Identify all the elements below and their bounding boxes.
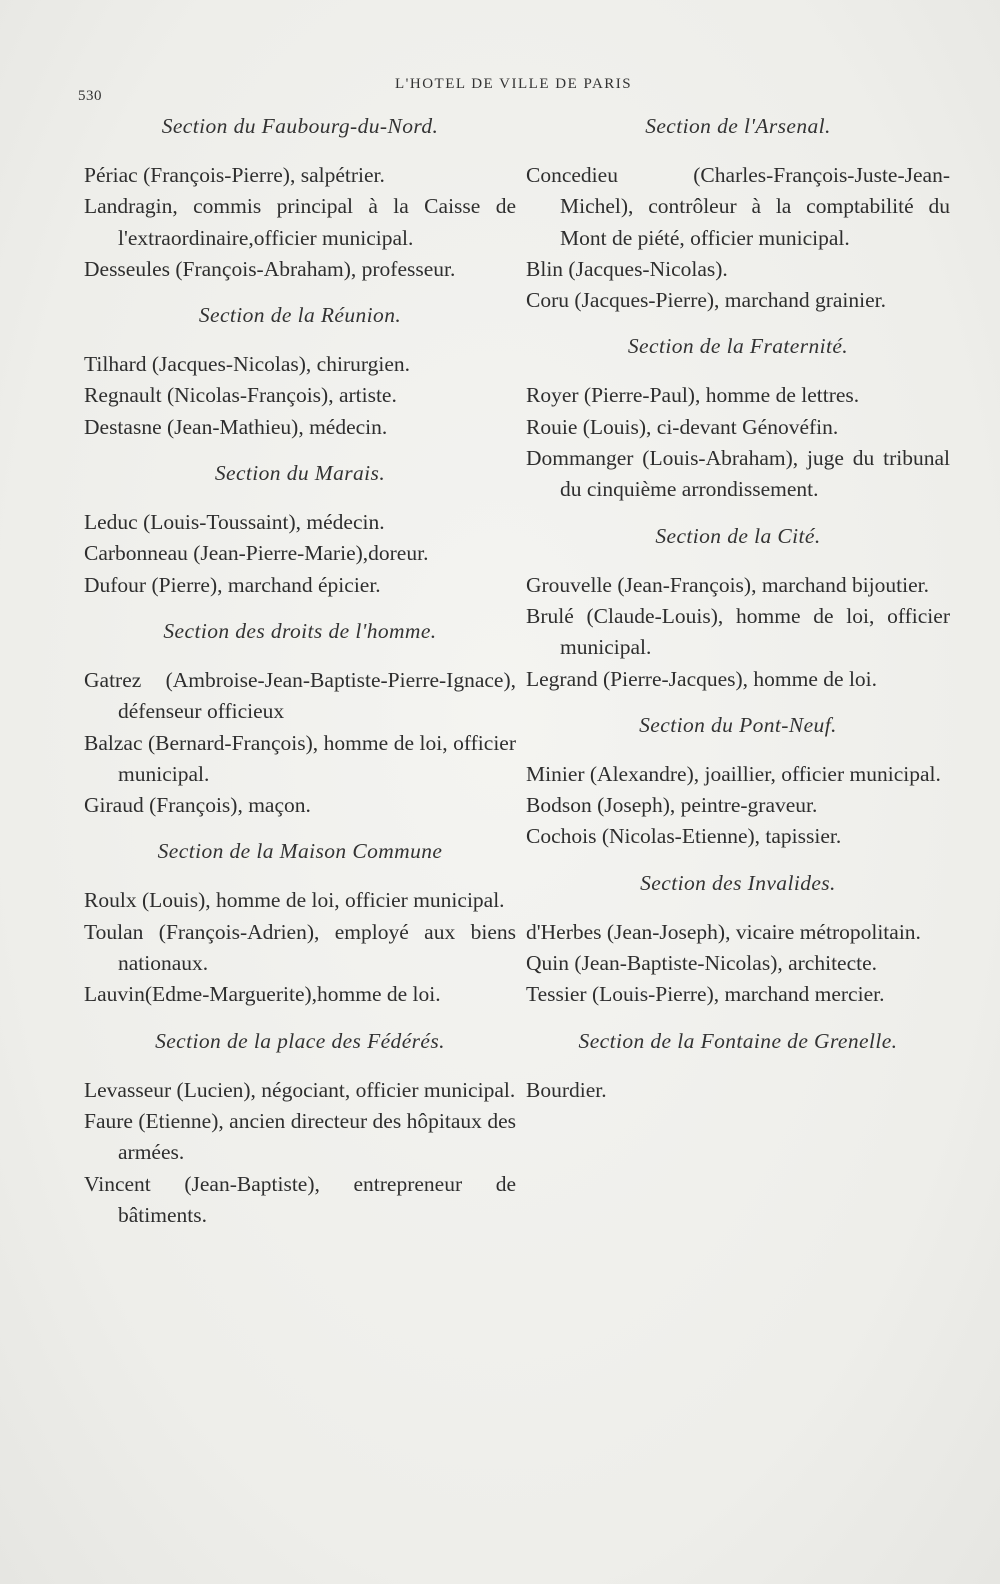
page-header	[0, 72, 1000, 102]
member-entry: Desseules (François-Abraham), professeur.	[84, 256, 456, 281]
section-title: Section de la Fraternité.	[627, 334, 849, 359]
member-entry: Destasne (Jean-Mathieu), médecin.	[84, 414, 388, 439]
member-entry: Regnault (Nicolas-François), artiste.	[84, 383, 397, 408]
member-entry: Rouie (Louis), ci-devant Génovéfin.	[526, 414, 839, 439]
member-entry: Leduc (Louis-Toussaint), médecin.	[84, 510, 385, 535]
member-entry: Tessier (Louis-Pierre), marchand mercier.	[526, 982, 885, 1007]
section-invalides	[526, 867, 950, 1011]
section-title: Section de la Maison Commune	[157, 839, 443, 864]
section-droits-de-l-homme	[84, 615, 516, 821]
section-title: Section du Pont-Neuf.	[639, 712, 837, 737]
member-entry: Roulx (Louis), homme de loi, officier municipal.	[84, 888, 505, 913]
member-entry: Toulan (François-Adrien), employé aux biens nationaux.	[84, 919, 516, 976]
member-entry: Giraud (François), maçon.	[84, 793, 311, 818]
member-entry: Gatrez (Ambroise-Jean-Baptiste-Pierre-Ignace), défenseur officieux	[84, 667, 516, 724]
member-entry: Dommanger (Louis-Abraham), juge du tribunal du cinquième arrondissement.	[526, 446, 950, 502]
section-fraternite	[526, 330, 950, 505]
member-entry: Vincent (Jean-Baptiste), entrepreneur de bâtiments.	[84, 1171, 516, 1227]
member-entry: Royer (Pierre-Paul), homme de lettres.	[526, 383, 860, 408]
section-maison-commune	[84, 835, 516, 1010]
member-entry: d'Herbes (Jean-Joseph), vicaire métropolitain.	[526, 919, 921, 944]
section-title: Section de l'Arsenal.	[645, 114, 831, 138]
section-title: Section de la Réunion.	[198, 303, 402, 328]
section-pont-neuf	[526, 709, 950, 853]
section-faubourg-du-nord	[84, 110, 516, 285]
section-fontaine-de-grenelle	[526, 1025, 950, 1106]
member-entry: Legrand (Pierre-Jacques), homme de loi.	[526, 666, 878, 691]
section-marais	[84, 457, 516, 601]
member-entry: Blin (Jacques-Nicolas).	[526, 256, 728, 281]
section-cite	[526, 520, 950, 695]
member-entry: Levasseur (Lucien), négociant, officier municipal.	[84, 1077, 516, 1102]
member-entry: Brulé (Claude-Louis), homme de loi, officier municipal.	[526, 603, 950, 660]
section-title: Section de la Cité.	[655, 523, 821, 548]
section-place-des-federes	[84, 1025, 516, 1231]
section-title: Section du Marais.	[214, 461, 386, 486]
member-entry: Coru (Jacques-Pierre), marchand grainier.	[526, 288, 886, 313]
member-entry: Bourdier.	[526, 1077, 607, 1102]
member-entry: Périac (François-Pierre), salpétrier.	[84, 163, 385, 187]
member-entry: Minier (Alexandre), joaillier, officier municipal.	[526, 761, 941, 786]
member-entry: Balzac (Bernard-François), homme de loi, officier municipal.	[84, 730, 516, 786]
member-entry: Faure (Etienne), ancien directeur des hôpitaux des armées.	[84, 1108, 516, 1165]
member-entry: Concedieu (Charles-François-Juste-Jean-Michel), contrôleur à la comptabilité du Mont de piété, officier municipal.	[526, 163, 950, 250]
member-entry: Carbonneau (Jean-Pierre-Marie),doreur.	[84, 541, 429, 566]
member-entry: Landragin, commis principal à la Caisse de l'extraordinaire,officier municipal.	[84, 194, 516, 250]
left-column	[84, 110, 516, 1245]
page-number: 530	[78, 88, 102, 104]
member-entry: Lauvin(Edme-Marguerite),homme de loi.	[84, 982, 441, 1007]
member-entry: Grouvelle (Jean-François), marchand bijoutier.	[526, 572, 929, 597]
section-reunion	[84, 299, 516, 443]
section-arsenal	[526, 110, 950, 316]
section-title: Section des droits de l'homme.	[163, 618, 437, 643]
member-entry: Bodson (Joseph), peintre-graveur.	[526, 793, 818, 818]
section-title: Section de la place des Fédérés.	[155, 1028, 445, 1053]
right-column	[526, 110, 950, 1120]
member-entry: Cochois (Nicolas-Etienne), tapissier.	[526, 824, 842, 849]
member-entry: Dufour (Pierre), marchand épicier.	[84, 572, 381, 597]
member-entry: Quin (Jean-Baptiste-Nicolas), architecte.	[526, 951, 878, 976]
member-entry: Tilhard (Jacques-Nicolas), chirurgien.	[84, 352, 411, 377]
section-title: Section du Faubourg-du-Nord.	[161, 114, 439, 138]
section-title: Section des Invalides.	[640, 870, 836, 895]
section-title: Section de la Fontaine de Grenelle.	[578, 1028, 898, 1053]
running-title: L'HOTEL DE VILLE DE PARIS	[395, 76, 633, 92]
